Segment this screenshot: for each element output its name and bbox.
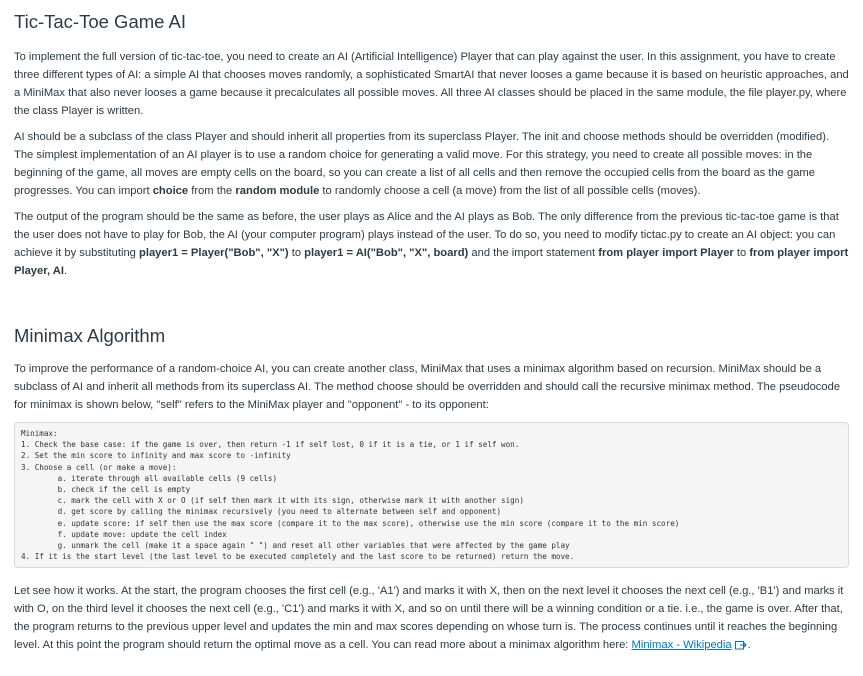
bold-import-new: from player import Player, AI xyxy=(14,247,849,277)
paragraph-ai-subclass xyxy=(14,128,849,200)
text-segment: to xyxy=(288,247,305,259)
paragraph-minimax-intro: To improve the performance of a random-choice AI, you can create another class, MiniMax that uses a minimax algorithm based on recursion. MiniMax should be a subclass of AI and inherit all methods from its superclass AI. The method choose should be overridden and should call the recursive minimax method. The pseudocode for minimax is shown below, "self" refers to the MiniMax player and "opponent" - to its opponent: xyxy=(14,363,841,411)
text-segment: . xyxy=(63,265,68,277)
minimax-wikipedia-link[interactable] xyxy=(632,639,732,651)
heading-tic-tac-toe-ai: Tic-Tac-Toe Game AI xyxy=(14,11,187,32)
bold-ai-code: player1 = AI("Bob", "X", board) xyxy=(304,247,469,259)
text-segment: . xyxy=(747,639,751,652)
text-segment: and the import statement xyxy=(468,247,599,259)
text-segment: from the xyxy=(188,185,236,197)
bold-import-old: from player import Player xyxy=(598,247,734,259)
text-segment: Let see how it works. At the start, the program chooses the first cell (e.g., 'A1') and marks it with X, then on the next level it chooses the next cell (e.g., 'B1') and marks it with O, on the third level it chooses the next cell (e.g., 'C1') and marks it with X, and so on until there will be a winning condition or a tie. i.e., the game is over. After that, the program returns to the previous upper level and updates the min and max scores depending on whose turn is. The process continues until it reaches the beginning level. At this point the program should return the optimal move as a cell. You can read more about a minimax algorithm here: xyxy=(14,585,844,652)
paragraph-output xyxy=(14,208,849,280)
bold-choice: choice xyxy=(152,185,189,197)
text-segment: The output of the program should be the same as before, the user plays as Alice and the AI plays as Bob. The only difference from the previous tic-tac-toe game is that the user does not have to play for Bob, the AI (your computer program) plays instead of the user. To do so, you need to modify tictac.py to create an AI object: you can achieve it by substituting xyxy=(14,211,839,259)
text-segment: to xyxy=(733,247,750,259)
pseudocode-block: Minimax: 1. Check the base case: if the game is over, then return -1 if self lost, 0 if it is a tie, or 1 if self won. 2. Set the min score to infinity and max score to -infinity 3. Choose a cell (or make a move): a. iterate through all available cells (9 cells) b. check if the cell is empty c. mark the cell with X or O (if self then mark it with its sign, otherwise mark it with another sign) d. get score by calling the minimax recursively (you need to alternate between self and opponent) e. update score: if self then use the max score (compare it to the max score), otherwise use the min score (compare it to the min score) f. update move: update the cell index g. unmark the cell (make it a space again " ") and reset all other variables that were affected by the game play 4. If it is the start level (the last level to be executed completely and the last score to be returned) return the move. xyxy=(14,422,849,568)
bold-player-code: player1 = Player("Bob", "X") xyxy=(139,247,289,259)
text-segment: to randomly choose a cell (a move) from the list of all possible cells (moves). xyxy=(319,185,701,197)
heading-minimax-algorithm: Minimax Algorithm xyxy=(14,325,166,346)
paragraph-how-it-works xyxy=(14,582,849,656)
bold-random-module: random module xyxy=(235,185,320,197)
external-link-icon xyxy=(735,638,748,656)
text-segment: AI should be a subclass of the class Player and should inherit all properties from its superclass Player. The init and choose methods should be overridden (modified). The simplest implementation of an AI player is to use a random choice for generating a valid move. For this strategy, you need to create all possible moves: in the beginning of the game, all moves are empty cells on the board, so you can create a list of all cells and then remove the occupied cells from the board as the game progresses. You can import xyxy=(14,131,830,197)
paragraph-intro: To implement the full version of tic-tac-toe, you need to create an AI (Artificial Intelligence) Player that can play against the user. In this assignment, you have to create three different types of AI: a simple AI that chooses moves randomly, a sophisticated SmartAI that never looses a game because it is based on heuristic approaches, and a MiniMax that also never looses a game because it precalculates all possible moves. All three AI classes should be placed in the same module, the file player.py, where the class Player is written. xyxy=(14,51,849,117)
link-label: Minimax - Wikipedia xyxy=(631,639,732,652)
